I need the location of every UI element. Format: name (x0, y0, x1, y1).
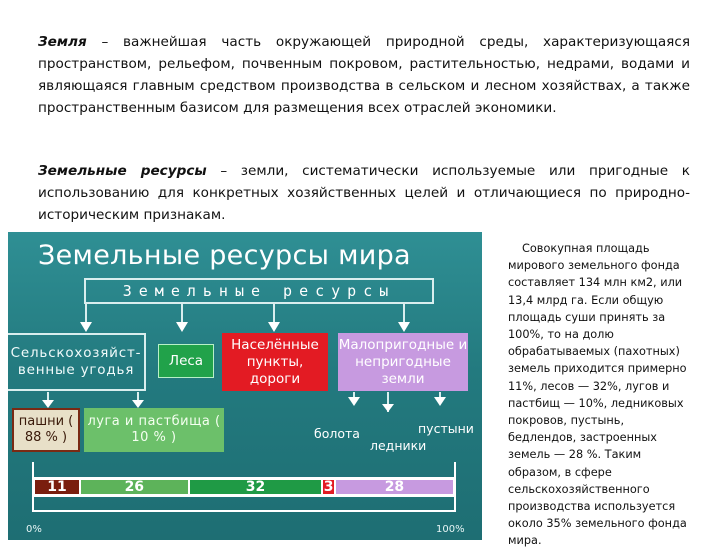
label-glaciers: ледники (370, 438, 427, 453)
bar-segment: 26 (81, 480, 190, 494)
label-swamps: болота (314, 426, 360, 441)
category-settlements: Населённые пункты, дороги (222, 333, 328, 391)
bar-segment: 11 (35, 480, 81, 494)
definition-land-resources-text: – земли, систематически используемые или пригодные к использованию для конкретных хозяйственных целей и отличающиеся по природно-историческим признакам. (38, 163, 690, 223)
bar-segment: 28 (336, 480, 453, 494)
term-land-resources: Земельные ресурсы (38, 163, 207, 179)
subcategory-pasture: луга и пастбища ( 10 % ) (84, 408, 224, 452)
diagram-title: Земельные ресурсы мира (38, 240, 411, 271)
definition-land (38, 31, 690, 119)
scale-end-label: 100% (436, 524, 465, 535)
term-land: Земля (38, 34, 87, 50)
subcategory-arable: пашни ( 88 % ) (12, 408, 80, 452)
root-node: Земельные ресурсы (84, 278, 434, 304)
bar-segment: 32 (190, 480, 324, 494)
land-resources-diagram (8, 232, 482, 540)
definition-land-text: – важнейшая часть окружающей природной среды, характеризующаяся пространством, рельефом, почвенным покровом, растительностью, недрами, водами и являющаяся главным средством производства в сельском и лесном хозяйствах, а также пространственным базисом для размещения всех отраслей экономики. (38, 34, 690, 116)
summary-text: Совокупная площадь мирового земельного фонда составляет 134 млн км2, или 13,4 млрд га. Если общую площадь суши принять за 100%, то на долю обрабатываемых (пахотных) земель приходится примерно 11%, лесов — 32%, лугов и пастбищ — 10%, ледниковых покровов, пустынь, бедлендов, застроенных земель — 28 %. Таким образом, в сфере сельскохозяйственного производства используется около 35% земельного фонда мира. (508, 242, 687, 548)
definition-land-resources (38, 160, 690, 226)
scale-start-label: 0% (26, 524, 42, 535)
category-forests: Леса (158, 344, 214, 378)
category-agricultural-land: Сельскохозяйст-венные угодья (8, 333, 146, 391)
bar-segment: 3 (323, 480, 336, 494)
label-deserts: пустыни (418, 421, 474, 436)
land-share-bar (32, 477, 456, 497)
category-unusable-land: Малопригодные и непригодные земли (338, 333, 468, 391)
